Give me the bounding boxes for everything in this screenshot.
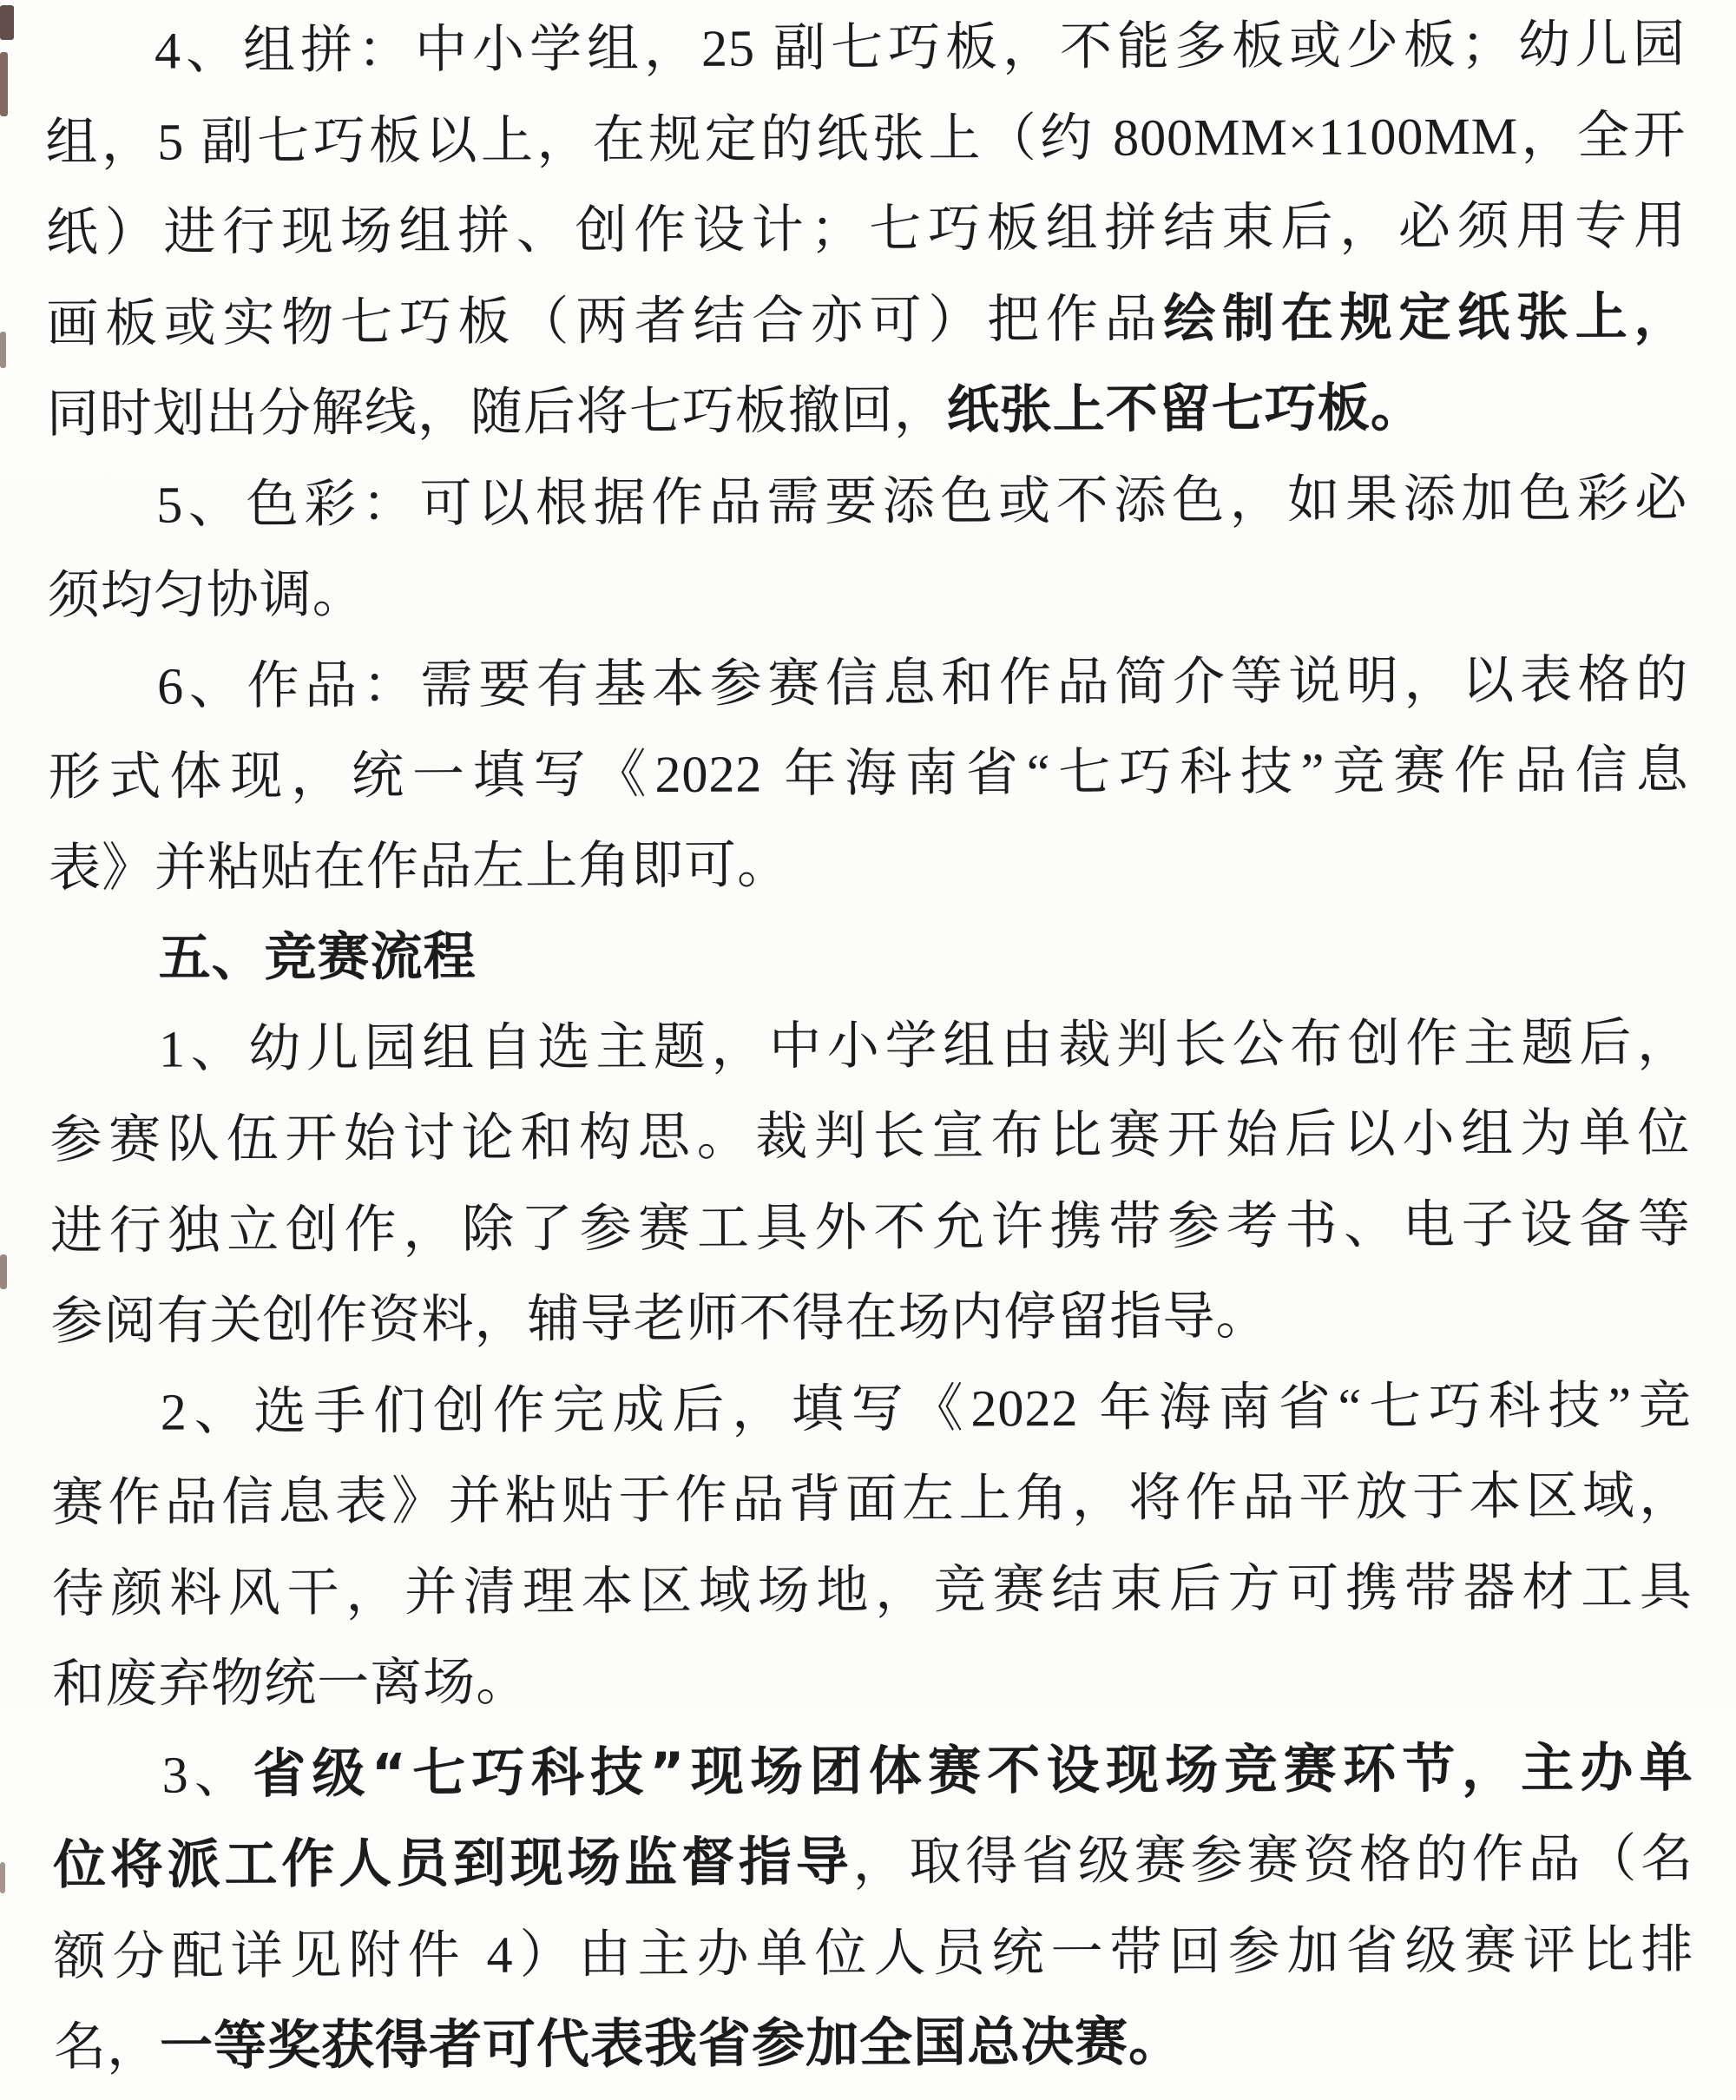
text-run: 6、作品：需要有基本参赛信息和作品简介等说明，以表格的 — [157, 650, 1689, 715]
text-run-bold-serif: 纸张上不留七巧板。 — [946, 379, 1424, 439]
text-run: 待颜料风干，并清理本区域场地，竞赛结束后方可携带器材工具 — [51, 1557, 1693, 1623]
text-line — [52, 1722, 1693, 1820]
scan-edge-artifact — [0, 52, 8, 116]
text-line — [50, 1269, 1691, 1367]
text-line — [45, 89, 1686, 188]
text-run: 参赛队伍开始讨论和构思。裁判长宣布比赛开始后以小组为单位 — [49, 1103, 1691, 1169]
text-run: 参阅有关创作资料，辅导老师不得在场内停留指导。 — [50, 1287, 1269, 1351]
text-line — [47, 452, 1687, 550]
text-run: 2、选手们创作完成后，填写《2022 年海南省“七巧科技”竞 — [160, 1376, 1692, 1441]
text-run: 纸）进行现场组拼、创作设计；七巧板组拼结束后，必须用专用 — [45, 196, 1687, 262]
text-line — [46, 271, 1687, 369]
text-line — [45, 0, 1686, 97]
text-line — [49, 997, 1690, 1095]
text-run: 画板或实物七巧板（两者结合亦可）把作品 — [46, 290, 1164, 352]
text-line — [47, 362, 1687, 460]
text-line — [53, 1904, 1693, 2002]
text-line — [48, 634, 1688, 732]
text-line — [48, 725, 1688, 823]
text-line — [49, 1088, 1690, 1186]
text-run: 3、 — [161, 1745, 253, 1804]
text-line — [54, 1995, 1694, 2093]
text-run: 须均匀协调。 — [47, 565, 365, 625]
text-line — [46, 181, 1687, 279]
scan-edge-artifact — [0, 1254, 7, 1289]
text-run: 和废弃物统一离场。 — [52, 1653, 529, 1714]
text-run: 组，5 副七巧板以上，在规定的纸张上（约 800MM×1100MM，全开 — [45, 106, 1687, 171]
text-run-bold-sans: 位将派工作人员到现场监督指导 — [52, 1831, 853, 1897]
text-line — [53, 1814, 1693, 1912]
text-run: 进行独立创作，除了参赛工具外不允许携带参考书、电子设备等 — [49, 1195, 1692, 1260]
text-run: 额分配详见附件 4）由主办单位人员统一带回参加省级赛评比排 — [53, 1920, 1694, 1985]
scan-edge-artifact — [0, 332, 6, 368]
scan-edge-artifact — [0, 1862, 5, 1893]
text-run-bold-serif: 五、竞赛流程 — [158, 927, 477, 987]
document-text — [45, 0, 1694, 2093]
text-line — [49, 815, 1689, 913]
text-line — [48, 543, 1688, 642]
text-run: 赛作品信息表》并粘贴于作品背面左上角，将作品平放于本区域， — [51, 1466, 1693, 1532]
text-line — [50, 1178, 1691, 1276]
text-run: 5、色彩：可以根据作品需要添色或不添色，如果添加色彩必 — [156, 469, 1688, 534]
text-run: 1、幼儿园组自选主题，中小学组由裁判长公布创作主题后， — [158, 1013, 1691, 1078]
text-line — [52, 1541, 1693, 1639]
text-run: 名， — [53, 2018, 161, 2077]
text-line — [51, 1451, 1692, 1549]
text-run-bold-serif: 绘制在规定纸张上， — [1163, 287, 1687, 348]
text-run: 表》并粘贴在作品左上角即可。 — [48, 835, 791, 897]
text-run: 4、组拼：中小学组，25 副七巧板，不能多板或少板；幼儿园 — [154, 15, 1687, 80]
text-run-bold-sans: 一等奖获得者可代表我省参加全国总决赛。 — [159, 2011, 1183, 2077]
text-run: 同时划出分解线，随后将七巧板撤回， — [46, 381, 947, 444]
text-run: ，取得省级赛参赛资格的作品（名 — [852, 1829, 1694, 1892]
text-line — [49, 906, 1689, 1004]
text-run-bold-sans: 省级“七巧科技”现场团体赛不设现场竞赛环节，主办单 — [253, 1736, 1693, 1805]
text-line — [51, 1359, 1692, 1458]
text-run: 形式体现，统一填写《2022 年海南省“七巧科技”竞赛作品信息 — [48, 741, 1689, 806]
scan-edge-artifact — [0, 5, 14, 40]
text-line — [52, 1632, 1693, 1730]
